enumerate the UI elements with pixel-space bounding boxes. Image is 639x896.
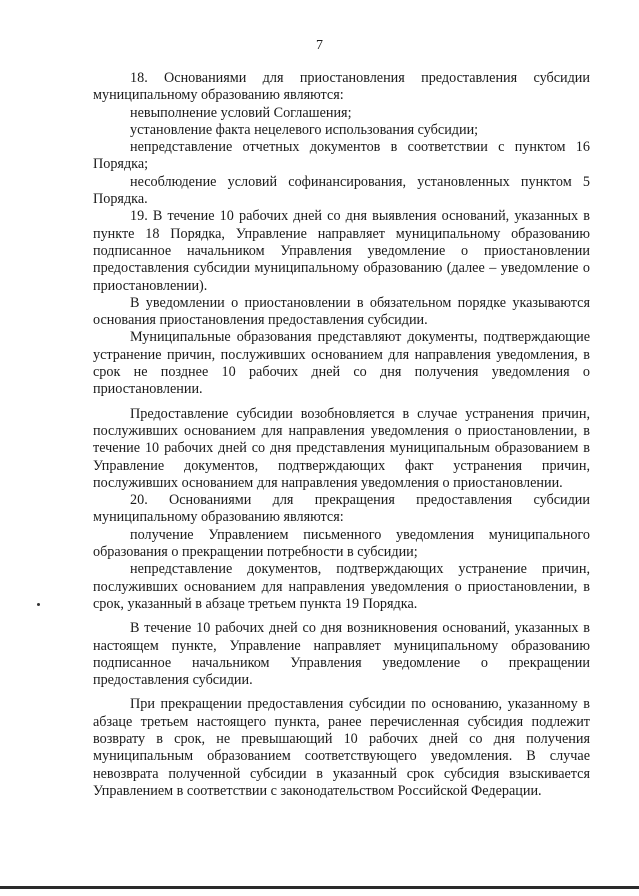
paragraph: При прекращении предоставления субсидии по основанию, указанному в абзаце третьем настоящего пункта, ранее перечисленная субсидия подлежит возврату в срок, не превышающий 10 рабочих дней со дня получения муниципальным образованием соответствующего уведомления. В случае невозврата полученной субсидии в указанный срок субсидия взыскивается Управлением в соответствии с законодательством Российской Федерации.	[93, 696, 590, 799]
paragraph-18-intro: 18. Основаниями для приостановления предоставления субсидии муниципальному образованию являются:	[93, 70, 590, 104]
list-item: получение Управлением письменного уведомления муниципального образования о прекращении потребности в субсидии;	[93, 526, 590, 561]
scan-edge-line	[0, 886, 639, 889]
paragraph-20-intro: 20. Основаниями для прекращения предоставления субсидии муниципальному образованию являются:	[93, 492, 590, 526]
list-item: непредставление документов, подтверждающих устранение причин, послуживших основанием для направления уведомления о приостановлении, в срок, указанный в абзаце третьем пункта 19 Порядка.	[93, 561, 590, 612]
list-item: невыполнение условий Соглашения;	[130, 104, 352, 121]
paragraph: Муниципальные образования представляют документы, подтверждающие устранение причин, послуживших основанием для направления уведомления, в срок не позднее 10 рабочих дней со дня получения уведомления о приостановлении.	[93, 329, 590, 398]
paragraph: В уведомлении о приостановлении в обязательном порядке указываются основания приостановления предоставления субсидии.	[93, 294, 590, 329]
list-item: установление факта нецелевого использования субсидии;	[130, 121, 479, 138]
list-item: несоблюдение условий софинансирования, установленных пунктом 5 Порядка.	[93, 173, 590, 208]
document-body	[93, 70, 590, 800]
paragraph: Предоставление субсидии возобновляется в случае устранения причин, послуживших основанием для направления уведомления о приостановлении, в течение 10 рабочих дней со дня представления муниципальным образованием в Управление документов, подтверждающих факт устранения причин, послуживших основанием для направления уведомления о приостановлении.	[93, 405, 590, 491]
scan-artifact-dot	[37, 603, 40, 606]
paragraph-19: 19. В течение 10 рабочих дней со дня выявления оснований, указанных в пункте 18 Порядка, Управление направляет муниципальному образованию подписанное начальником Управления уведомление о приостановлении предоставления субсидии муниципальному образованию (далее – уведомление о приостановлении).	[93, 208, 590, 294]
paragraph: В течение 10 рабочих дней со дня возникновения оснований, указанных в настоящем пункте, Управление направляет муниципальному образованию подписанное начальником Управления уведомление о прекращении предоставления субсидии.	[93, 620, 590, 689]
page-number: 7	[316, 38, 323, 53]
list-item: непредставление отчетных документов в соответствии с пунктом 16 Порядка;	[93, 139, 590, 173]
